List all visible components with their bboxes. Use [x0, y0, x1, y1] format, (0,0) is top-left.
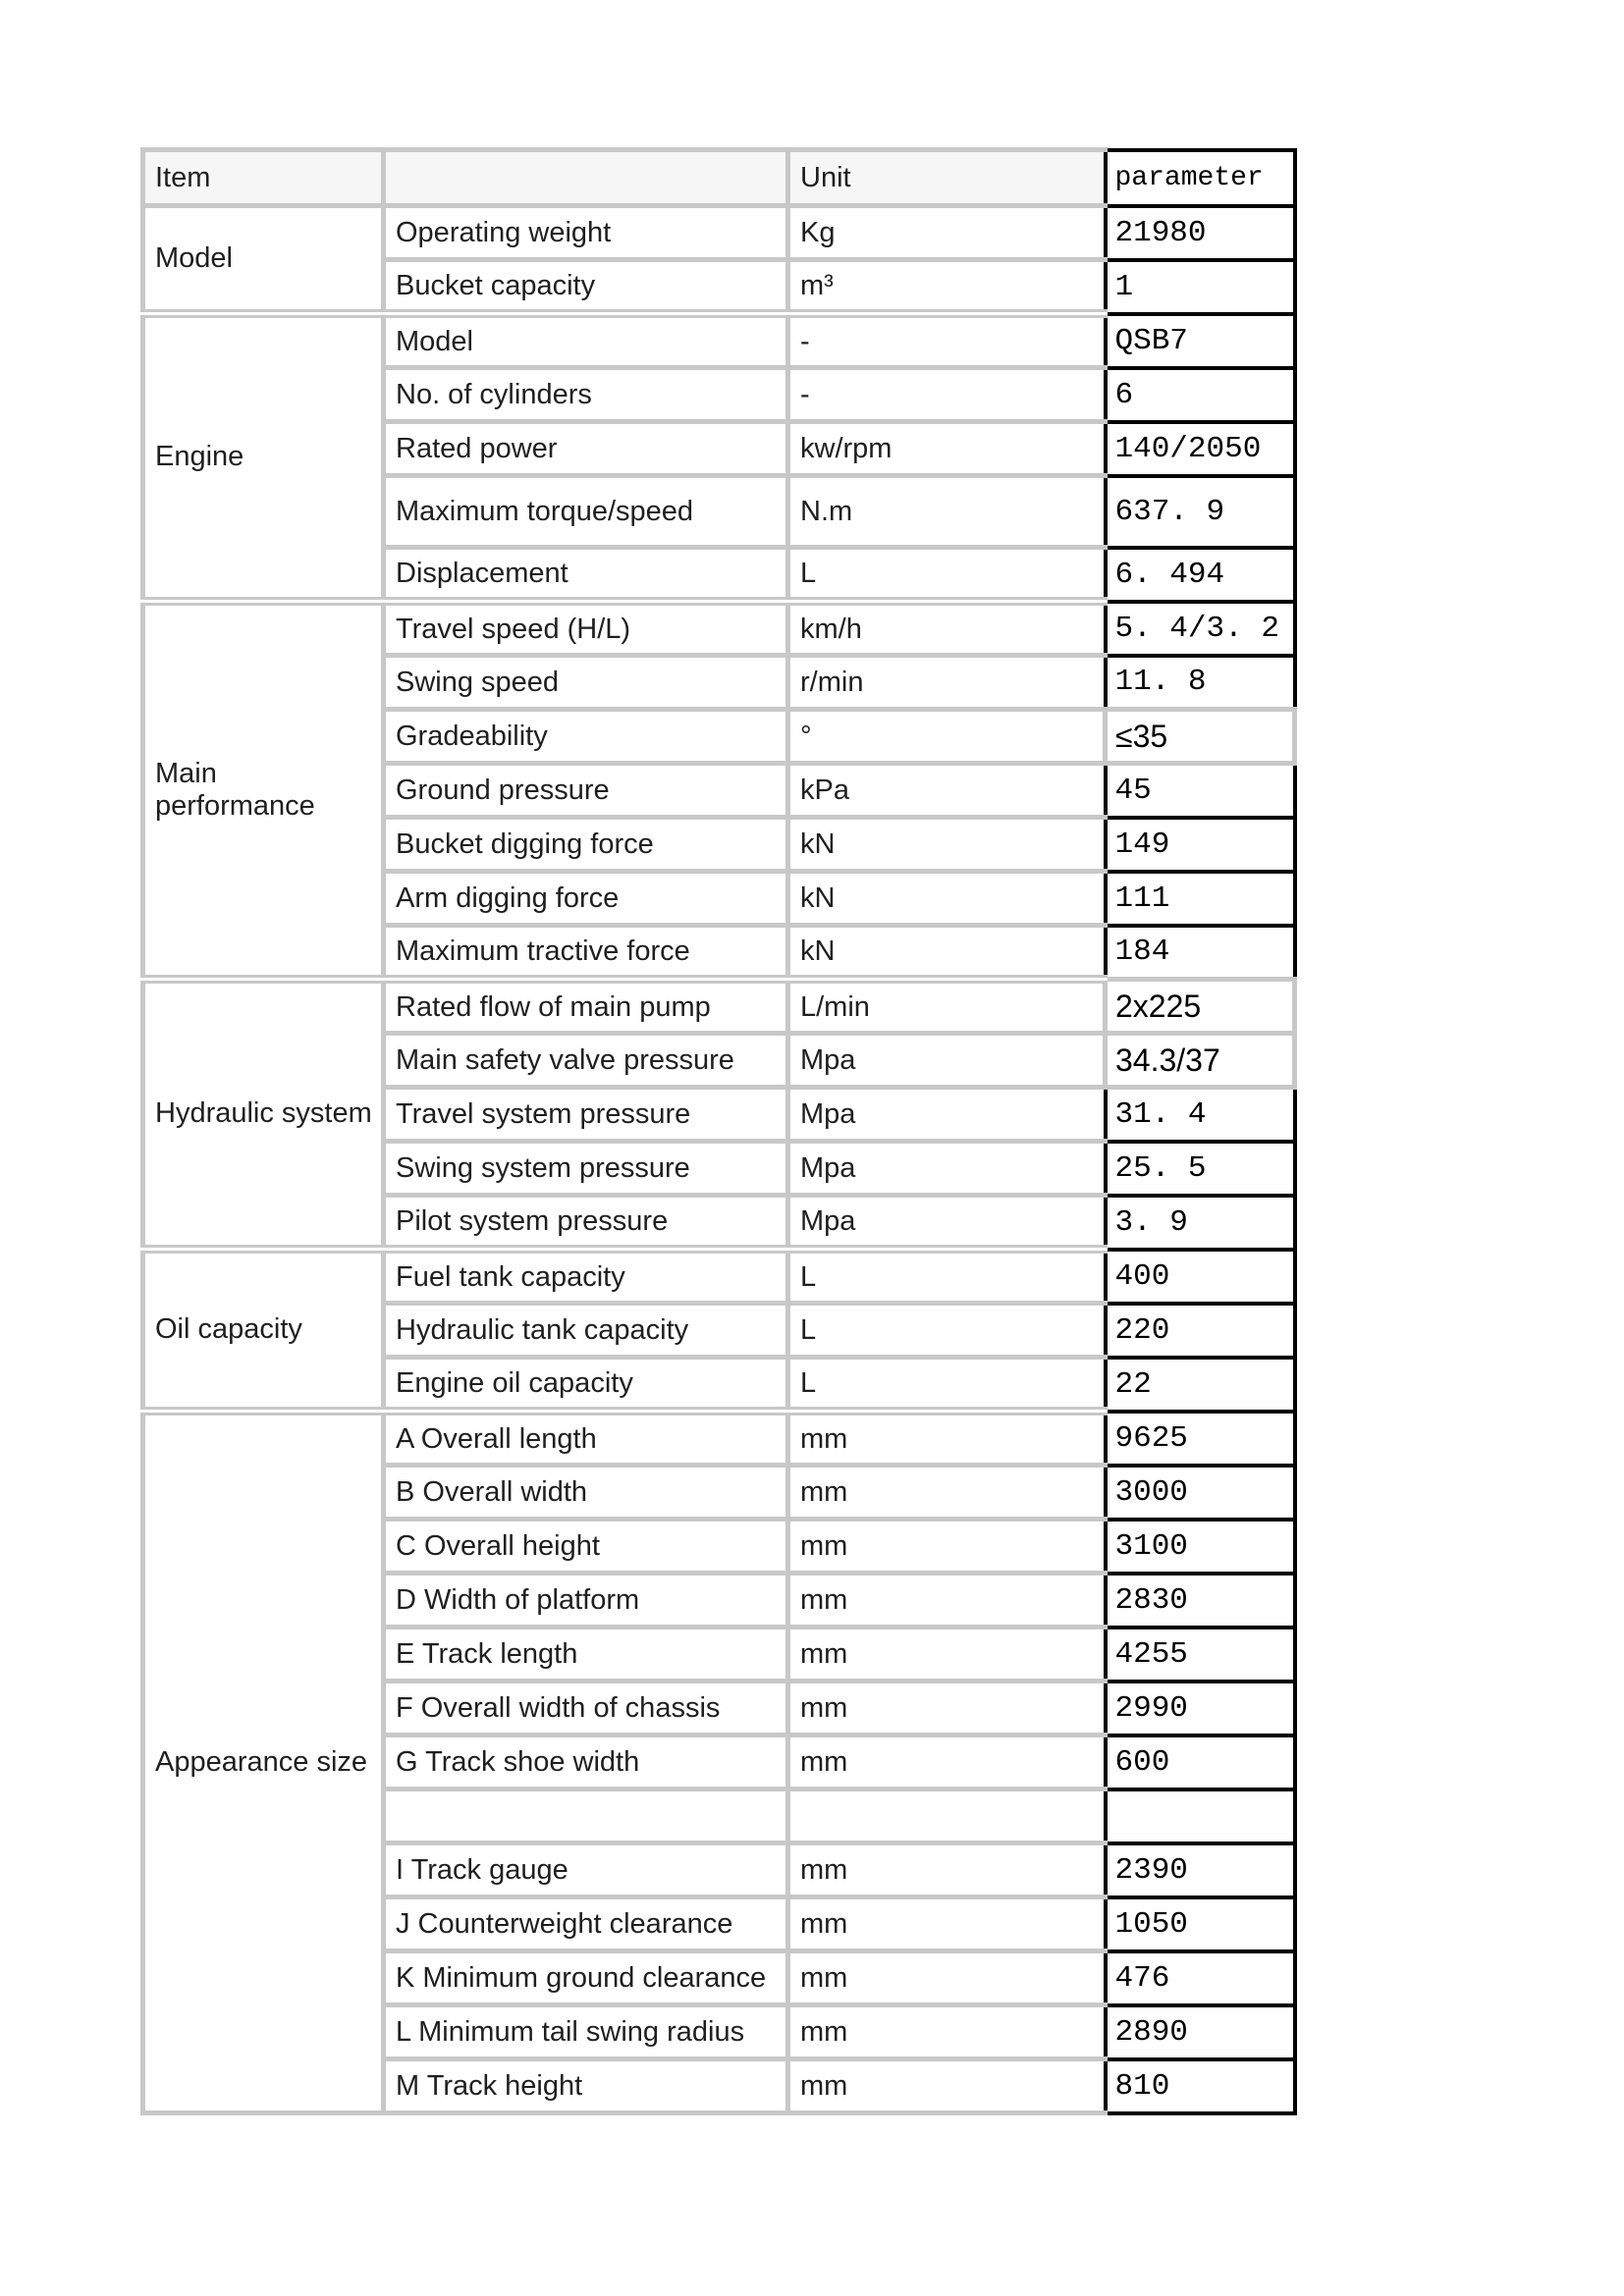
- spec-value: 1050: [1106, 1897, 1295, 1951]
- spec-value: 637. 9: [1106, 476, 1295, 548]
- spec-name: D Width of platform: [384, 1574, 788, 1628]
- spec-value: 111: [1106, 872, 1295, 926]
- table-header-row: [143, 150, 1295, 206]
- spec-unit: mm: [788, 1735, 1106, 1789]
- section-label: Hydraulic system: [143, 980, 384, 1250]
- col-header-blank: [384, 150, 788, 206]
- spec-value: 22: [1106, 1358, 1295, 1412]
- spec-unit: °: [788, 710, 1106, 764]
- spec-value: 6: [1106, 368, 1295, 422]
- spec-unit: kw/rpm: [788, 422, 1106, 476]
- spec-name: Ground pressure: [384, 764, 788, 818]
- spec-name: Maximum torque/speed: [384, 476, 788, 548]
- spec-name: Arm digging force: [384, 872, 788, 926]
- spec-value: 2890: [1106, 2005, 1295, 2059]
- spec-unit: L: [788, 1358, 1106, 1412]
- spec-unit: [788, 1789, 1106, 1843]
- col-header-unit: Unit: [788, 150, 1106, 206]
- spec-unit: -: [788, 368, 1106, 422]
- spec-unit: m³: [788, 260, 1106, 314]
- spec-value: 31. 4: [1106, 1088, 1295, 1142]
- spec-value: 2390: [1106, 1843, 1295, 1897]
- spec-unit: kN: [788, 926, 1106, 980]
- spec-value: 25. 5: [1106, 1142, 1295, 1196]
- spec-value: 220: [1106, 1304, 1295, 1358]
- spec-name: Operating weight: [384, 206, 788, 260]
- table-row: [143, 602, 1295, 656]
- col-header-item: Item: [143, 150, 384, 206]
- spec-name: G Track shoe width: [384, 1735, 788, 1789]
- spec-value: 2990: [1106, 1682, 1295, 1735]
- spec-unit: L: [788, 548, 1106, 602]
- table-row: [143, 314, 1295, 368]
- spec-unit: kN: [788, 818, 1106, 872]
- spec-name: Fuel tank capacity: [384, 1250, 788, 1304]
- spec-name: F Overall width of chassis: [384, 1682, 788, 1735]
- spec-value: 810: [1106, 2059, 1295, 2113]
- spec-name: Displacement: [384, 548, 788, 602]
- spec-name: Model: [384, 314, 788, 368]
- spec-unit: mm: [788, 1628, 1106, 1682]
- spec-name: Hydraulic tank capacity: [384, 1304, 788, 1358]
- spec-name: L Minimum tail swing radius: [384, 2005, 788, 2059]
- spec-unit: kPa: [788, 764, 1106, 818]
- spec-name: Bucket digging force: [384, 818, 788, 872]
- spec-value: 600: [1106, 1735, 1295, 1789]
- spec-name: Pilot system pressure: [384, 1196, 788, 1250]
- spec-unit: Mpa: [788, 1088, 1106, 1142]
- spec-value: 45: [1106, 764, 1295, 818]
- spec-unit: mm: [788, 1412, 1106, 1466]
- section-5: [143, 1412, 1295, 2113]
- spec-value: 34.3/37: [1106, 1034, 1295, 1088]
- spec-unit: N.m: [788, 476, 1106, 548]
- spec-value: 2x225: [1106, 980, 1295, 1034]
- spec-name: [384, 1789, 788, 1843]
- spec-value: 21980: [1106, 206, 1295, 260]
- spec-value: 3100: [1106, 1520, 1295, 1574]
- spec-unit: mm: [788, 1897, 1106, 1951]
- table-row: [143, 980, 1295, 1034]
- spec-name: Rated flow of main pump: [384, 980, 788, 1034]
- spec-name: Engine oil capacity: [384, 1358, 788, 1412]
- spec-name: No. of cylinders: [384, 368, 788, 422]
- spec-unit: L: [788, 1304, 1106, 1358]
- spec-name: Gradeability: [384, 710, 788, 764]
- spec-unit: Kg: [788, 206, 1106, 260]
- spec-value: 3000: [1106, 1466, 1295, 1520]
- spec-value: 6. 494: [1106, 548, 1295, 602]
- spec-unit: mm: [788, 1843, 1106, 1897]
- col-header-parameter: parameter: [1106, 150, 1295, 206]
- spec-name: Main safety valve pressure: [384, 1034, 788, 1088]
- spec-name: Maximum tractive force: [384, 926, 788, 980]
- spec-value: ≤35: [1106, 710, 1295, 764]
- spec-value: 149: [1106, 818, 1295, 872]
- spec-value: 1: [1106, 260, 1295, 314]
- spec-name: Swing speed: [384, 656, 788, 710]
- section-label: Model: [143, 206, 384, 314]
- spec-name: Bucket capacity: [384, 260, 788, 314]
- section-label: Oil capacity: [143, 1250, 384, 1412]
- spec-value: 400: [1106, 1250, 1295, 1304]
- spec-value: 11. 8: [1106, 656, 1295, 710]
- spec-unit: L: [788, 1250, 1106, 1304]
- spec-name: J Counterweight clearance: [384, 1897, 788, 1951]
- spec-unit: L/min: [788, 980, 1106, 1034]
- spec-name: Swing system pressure: [384, 1142, 788, 1196]
- table-row: [143, 1412, 1295, 1466]
- spec-unit: Mpa: [788, 1034, 1106, 1088]
- spec-unit: mm: [788, 2005, 1106, 2059]
- spec-unit: -: [788, 314, 1106, 368]
- spec-name: C Overall height: [384, 1520, 788, 1574]
- spec-unit: Mpa: [788, 1196, 1106, 1250]
- section-label: Main performance: [143, 602, 384, 980]
- spec-unit: kN: [788, 872, 1106, 926]
- spec-value: 3. 9: [1106, 1196, 1295, 1250]
- spec-table: [140, 147, 1297, 2115]
- spec-value: QSB7: [1106, 314, 1295, 368]
- spec-unit: mm: [788, 1574, 1106, 1628]
- table-row: [143, 1250, 1295, 1304]
- spec-unit: mm: [788, 1466, 1106, 1520]
- spec-name: B Overall width: [384, 1466, 788, 1520]
- spec-name: K Minimum ground clearance: [384, 1951, 788, 2005]
- spec-unit: mm: [788, 2059, 1106, 2113]
- spec-name: A Overall length: [384, 1412, 788, 1466]
- spec-name: M Track height: [384, 2059, 788, 2113]
- section-label: Engine: [143, 314, 384, 602]
- section-1: [143, 314, 1295, 602]
- section-2: [143, 602, 1295, 980]
- spec-name: Rated power: [384, 422, 788, 476]
- section-0: [143, 206, 1295, 314]
- spec-unit: km/h: [788, 602, 1106, 656]
- spec-value: 140/2050: [1106, 422, 1295, 476]
- spec-name: Travel system pressure: [384, 1088, 788, 1142]
- spec-value: 9625: [1106, 1412, 1295, 1466]
- spec-unit: mm: [788, 1951, 1106, 2005]
- spec-value: 184: [1106, 926, 1295, 980]
- section-label: Appearance size: [143, 1412, 384, 2113]
- spec-unit: r/min: [788, 656, 1106, 710]
- section-4: [143, 1250, 1295, 1412]
- spec-value: 5. 4/3. 2: [1106, 602, 1295, 656]
- spec-name: Travel speed (H/L): [384, 602, 788, 656]
- spec-value: 4255: [1106, 1628, 1295, 1682]
- spec-unit: mm: [788, 1682, 1106, 1735]
- table-row: [143, 206, 1295, 260]
- spec-value: 2830: [1106, 1574, 1295, 1628]
- spec-value: 476: [1106, 1951, 1295, 2005]
- spec-unit: Mpa: [788, 1142, 1106, 1196]
- spec-value: [1106, 1789, 1295, 1843]
- spec-name: I Track gauge: [384, 1843, 788, 1897]
- spec-name: E Track length: [384, 1628, 788, 1682]
- spec-unit: mm: [788, 1520, 1106, 1574]
- section-3: [143, 980, 1295, 1250]
